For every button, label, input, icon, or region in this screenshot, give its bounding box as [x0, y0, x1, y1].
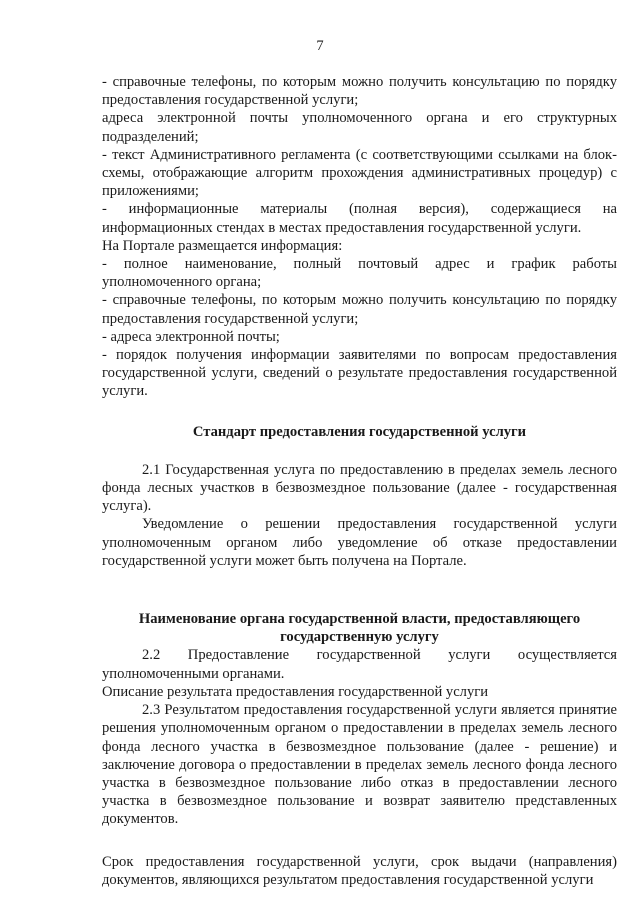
paragraph-section-2-1: 2.1 Государственная услуга по предоставлению в пределах земель лесного фонда лесных участков в безвозмездное пользование (далее - государственная услуга).: [102, 461, 617, 515]
document-body: [102, 73, 617, 889]
paragraph-portal-intro: На Портале размещается информация:: [102, 237, 343, 254]
paragraph-term-heading: Срок предоставления государственной услуги, срок выдачи (направления) документов, являющихся результатом предоставления государственной услуги: [102, 853, 617, 888]
paragraph-section-2-1-notice: Уведомление о решении предоставления государственной услуги уполномоченным органом либо уведомление об отказе предоставлении государственной услуги может быть получена на Портале.: [102, 516, 617, 569]
paragraph-portal-phones: - справочные телефоны, по которым можно получить консультацию по порядку предоставления государственной услуги;: [102, 292, 617, 327]
paragraph-full-name: - полное наименование, полный почтовый адрес и график работы уполномоченного органа;: [102, 256, 617, 291]
paragraph-section-2-2: 2.2 Предоставление государственной услуги осуществляется уполномоченными органами.: [102, 647, 617, 682]
page-number: 7: [316, 38, 324, 54]
paragraph-section-2-3: 2.3 Результатом предоставления государственной услуги является принятие решения уполномоченным органом о предоставлении в пределах земель лесного фонда лесного участка в безвозмездное пользование (далее - решение) и заключение договора о предоставлении в пределах земель лесного фонда лесного участка в безвозмездное пользование либо отказ в предоставлении лесного участка в безвозмездное пользование и возврат заявителю представленных документов.: [102, 702, 617, 828]
paragraph-info-materials: - информационные материалы (полная версия), содержащиеся на информационных стендах в местах предоставления государственной услуги.: [102, 201, 617, 236]
section-heading-authority: Наименование органа государственной власти, предоставляющего государственную услугу: [138, 611, 581, 646]
paragraph-email-addresses: адреса электронной почты уполномоченного органа и его структурных подразделений;: [102, 110, 617, 145]
paragraph-portal-email: - адреса электронной почты;: [102, 328, 280, 345]
paragraph-phones: - справочные телефоны, по которым можно получить консультацию по порядку предоставления государственной услуги;: [102, 74, 617, 109]
paragraph-result-heading: Описание результата предоставления государственной услуги: [102, 683, 489, 700]
paragraph-info-procedure: - порядок получения информации заявителями по вопросам предоставления государственной услуги, сведений о результате предоставления государственной услуги.: [102, 347, 617, 400]
section-heading-standard: Стандарт предоставления государственной услуги: [192, 423, 527, 440]
paragraph-regulation-text: - текст Административного регламента (с соответствующими ссылками на блок-схемы, отображающие алгоритм прохождения административных процедур) с приложениями;: [102, 146, 617, 200]
